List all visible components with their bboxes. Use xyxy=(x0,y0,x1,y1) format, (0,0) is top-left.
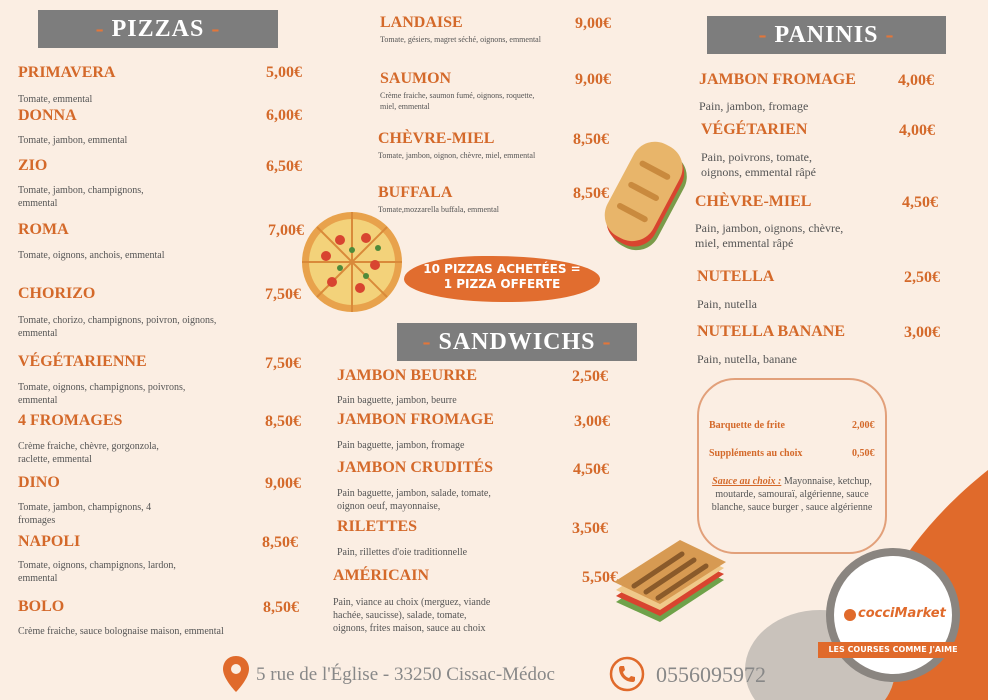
promo-line-1: 10 PIZZAS ACHETÉES = xyxy=(423,262,581,276)
sandwich-price: 3,00€ xyxy=(574,413,610,430)
phone-number: 0556095972 xyxy=(656,662,766,687)
panini-price: 4,50€ xyxy=(902,194,938,211)
supp-label: Suppléments au choix xyxy=(709,448,803,459)
supp-price: 0,50€ xyxy=(852,448,875,459)
pizza-name: 4 FROMAGES xyxy=(18,412,123,429)
brand-name: cocciMarket xyxy=(858,606,946,621)
pizza-name: ROMA xyxy=(18,221,69,238)
pizza-price: 9,00€ xyxy=(575,15,611,32)
pizza-desc: Tomate, jambon, champignons, emmental xyxy=(18,185,144,209)
pizza-name: SAUMON xyxy=(380,70,452,87)
sandwich-name: JAMBON BEURRE xyxy=(337,367,478,384)
panini-name: JAMBON FROMAGE xyxy=(699,71,856,88)
panini-desc: Pain, jambon, oignons, chèvre, miel, emmental râpé xyxy=(695,221,844,250)
sauce-text xyxy=(709,475,875,514)
promo-line-2: 1 PIZZA OFFERTE xyxy=(443,277,561,291)
pizza-desc: Tomate, oignons, champignons, poivrons, emmental xyxy=(18,382,186,406)
pizza-price: 5,00€ xyxy=(266,64,302,81)
pizza-price: 6,00€ xyxy=(266,107,302,124)
panini-price: 4,00€ xyxy=(899,122,935,139)
panini-desc: Pain, poivrons, tomate, oignons, emmental râpé xyxy=(701,150,816,179)
sandwich-price: 3,50€ xyxy=(572,520,608,537)
sandwich-price: 2,50€ xyxy=(572,368,608,385)
sandwich-name: AMÉRICAIN xyxy=(333,567,429,584)
pizza-price: 8,50€ xyxy=(265,413,301,430)
promo-badge xyxy=(404,256,600,302)
pizza-name: DONNA xyxy=(18,107,77,124)
pizza-desc: Tomate,mozzarella buffala, emmental xyxy=(378,205,500,214)
pizza-price: 8,50€ xyxy=(573,185,609,202)
panini-name: NUTELLA xyxy=(697,268,775,285)
pizza-name: CHÈVRE-MIEL xyxy=(378,130,495,147)
sandwich-desc: Pain baguette, jambon, beurre xyxy=(337,395,457,406)
pizza-price: 8,50€ xyxy=(573,131,609,148)
pizza-desc: Tomate, chorizo, champignons, poivron, oignons, emmental xyxy=(18,315,217,339)
sandwich-desc: Pain baguette, jambon, salade, tomate, oignon oeuf, mayonnaise, xyxy=(337,488,491,512)
sandwich-name: JAMBON CRUDITÉS xyxy=(337,459,494,476)
section-header-paninis: - PANINIS - xyxy=(707,16,946,54)
panini-price: 2,50€ xyxy=(904,269,940,286)
pizza-price: 9,00€ xyxy=(265,475,301,492)
pizza-desc: Tomate, oignons, anchois, emmental xyxy=(18,250,165,261)
pizza-price: 8,50€ xyxy=(263,599,299,616)
pizza-name: PRIMAVERA xyxy=(18,64,116,81)
pizza-price: 6,50€ xyxy=(266,158,302,175)
pizza-price: 8,50€ xyxy=(262,534,298,551)
pizza-name: BOLO xyxy=(18,598,65,615)
extras-box xyxy=(697,378,887,554)
panini-image xyxy=(592,140,702,260)
frite-price: 2,00€ xyxy=(852,420,875,431)
panini-desc: Pain, nutella xyxy=(697,297,757,311)
pizza-price: 9,00€ xyxy=(575,71,611,88)
panini-name: CHÈVRE-MIEL xyxy=(695,193,812,210)
panini-price: 3,00€ xyxy=(904,324,940,341)
phone-icon xyxy=(609,656,645,692)
pizza-name: DINO xyxy=(18,474,60,491)
ladybug-icon xyxy=(844,609,856,621)
panini-price: 4,00€ xyxy=(898,72,934,89)
pizza-desc: Tomate, jambon, emmental xyxy=(18,135,128,146)
pizza-price: 7,50€ xyxy=(265,355,301,372)
panini-name: VÉGÉTARIEN xyxy=(701,121,808,138)
section-header-sandwichs: - SANDWICHS - xyxy=(397,323,637,361)
pizza-desc: Tomate, emmental xyxy=(18,94,93,105)
sauce-list: Mayonnaise, ketchup, moutarde, samouraï, algérienne, sauce blanche, sauce burger , sauce algérienne xyxy=(711,476,873,513)
brand-logo xyxy=(826,548,960,682)
pizza-price: 7,50€ xyxy=(265,286,301,303)
pizza-name: LANDAISE xyxy=(380,14,463,31)
sandwich-image xyxy=(610,532,730,632)
panini-name: NUTELLA BANANE xyxy=(697,323,846,340)
pizza-desc: Tomate, gésiers, magret séché, oignons, emmental xyxy=(380,35,541,44)
sandwich-price: 5,50€ xyxy=(582,569,618,586)
brand-tagline: LES COURSES COMME J'AIME xyxy=(818,642,968,658)
sandwich-name: RILETTES xyxy=(337,518,418,535)
sandwich-desc: Pain baguette, jambon, fromage xyxy=(337,440,465,451)
pizza-desc: Tomate, jambon, oignon, chèvre, miel, emmental xyxy=(378,151,536,160)
pizza-desc: Tomate, oignons, champignons, lardon, emmental xyxy=(18,560,176,584)
frite-label: Barquette de frite xyxy=(709,420,785,431)
address: 5 rue de l'Église - 33250 Cissac-Médoc xyxy=(256,664,555,685)
pizza-name: VÉGÉTARIENNE xyxy=(18,353,147,370)
pizza-desc: Crème fraiche, chèvre, gorgonzola, raclette, emmental xyxy=(18,441,159,465)
sandwich-price: 4,50€ xyxy=(573,461,609,478)
sandwich-desc: Pain, viance au choix (merguez, viande hachée, saucisse), salade, tomate, oignons, frites maison, sauce au choix xyxy=(333,597,491,634)
sandwich-name: JAMBON FROMAGE xyxy=(337,411,494,428)
pizza-desc: Crème fraiche, sauce bolognaise maison, emmental xyxy=(18,626,224,637)
location-pin-icon xyxy=(222,655,250,693)
pizza-name: NAPOLI xyxy=(18,533,81,550)
panini-desc: Pain, jambon, fromage xyxy=(699,99,809,113)
sauce-label: Sauce au choix : xyxy=(712,476,782,487)
pizza-image xyxy=(300,210,404,314)
pizza-name: BUFFALA xyxy=(378,184,453,201)
pizza-name: CHORIZO xyxy=(18,285,96,302)
section-header-pizzas: - PIZZAS - xyxy=(38,10,278,48)
pizza-name: ZIO xyxy=(18,157,48,174)
pizza-desc: Tomate, jambon, champignons, 4 fromages xyxy=(18,502,152,526)
sandwich-desc: Pain, rillettes d'oie traditionnelle xyxy=(337,547,468,558)
pizza-price: 7,00€ xyxy=(268,222,304,239)
panini-desc: Pain, nutella, banane xyxy=(697,352,797,366)
pizza-desc: Crème fraiche, saumon fumé, oignons, roquette, miel, emmental xyxy=(380,91,535,111)
